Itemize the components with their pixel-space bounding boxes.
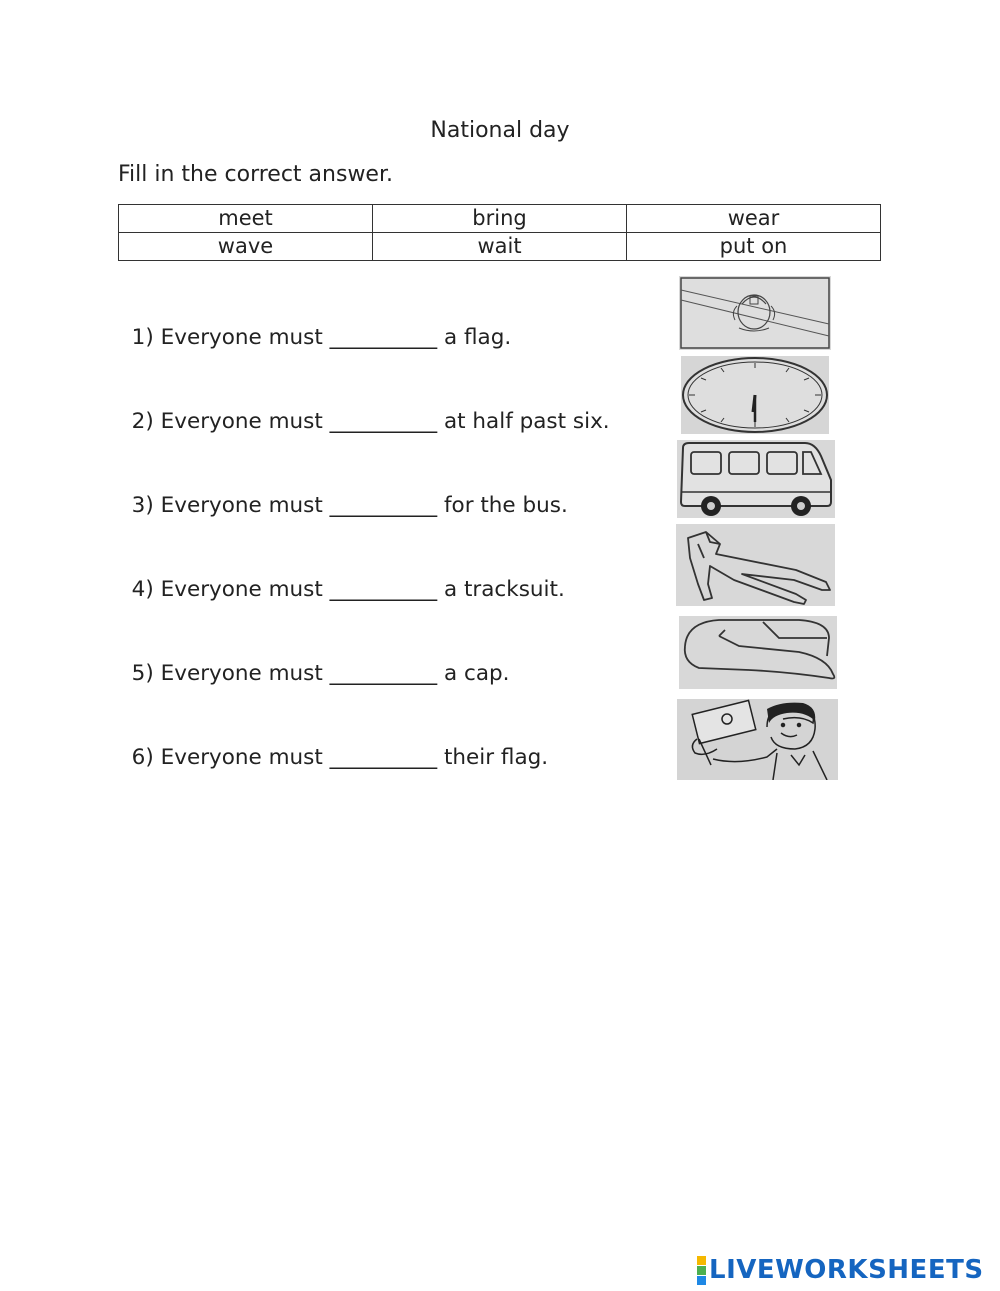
- clock-image: [681, 356, 829, 434]
- word-bank-table: [118, 204, 881, 261]
- word-bank-row: [119, 233, 881, 261]
- question-number: 1): [131, 325, 154, 350]
- question-6: [118, 720, 548, 770]
- word-bank-cell: wave: [119, 233, 373, 261]
- question-text[interactable]: Everyone must __________ a flag.: [160, 325, 512, 350]
- cap-image: [679, 616, 837, 689]
- page-title: National day: [430, 118, 570, 143]
- word-bank-row: [119, 205, 881, 233]
- question-4: [118, 552, 565, 602]
- question-2: [118, 384, 610, 434]
- question-1: [118, 300, 511, 350]
- word-bank-cell: bring: [373, 205, 627, 233]
- question-text[interactable]: Everyone must __________ their flag.: [160, 745, 549, 770]
- liveworksheets-logo: [697, 1255, 984, 1285]
- question-text[interactable]: Everyone must __________ at half past six.: [160, 409, 610, 434]
- question-5: [118, 636, 509, 686]
- word-bank-cell: put on: [627, 233, 881, 261]
- tracksuit-image: [676, 524, 835, 606]
- question-number: 4): [131, 577, 154, 602]
- question-number: 3): [131, 493, 154, 518]
- word-bank-cell: meet: [119, 205, 373, 233]
- logo-cubes-icon: [697, 1256, 706, 1285]
- boy-waving-flag-image: [677, 699, 838, 780]
- question-3: [118, 468, 568, 518]
- question-number: 5): [131, 661, 154, 686]
- logo-cube: [697, 1276, 706, 1285]
- logo-cube: [697, 1256, 706, 1265]
- logo-brand-text: LIVEWORKSHEETS: [709, 1255, 984, 1285]
- word-bank-cell: wear: [627, 205, 881, 233]
- flag-image: [679, 276, 831, 350]
- question-text[interactable]: Everyone must __________ for the bus.: [160, 493, 568, 518]
- question-number: 2): [131, 409, 154, 434]
- bus-image: [677, 440, 835, 518]
- question-text[interactable]: Everyone must __________ a tracksuit.: [160, 577, 565, 602]
- logo-cube: [697, 1266, 706, 1275]
- word-bank-cell: wait: [373, 233, 627, 261]
- instruction-text: Fill in the correct answer.: [118, 162, 393, 187]
- question-text[interactable]: Everyone must __________ a cap.: [160, 661, 510, 686]
- question-number: 6): [131, 745, 154, 770]
